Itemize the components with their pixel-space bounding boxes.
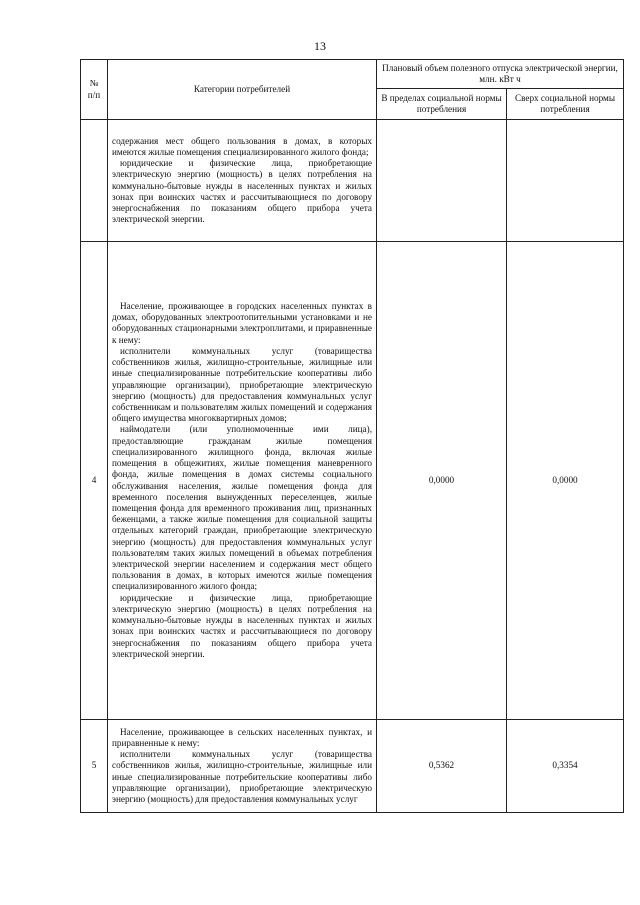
header-above-norm: Сверх социальной нормы потребления — [507, 89, 624, 120]
row-number — [81, 120, 108, 242]
row-within-norm: 0,5362 — [377, 720, 507, 813]
row-category — [108, 120, 377, 242]
category-paragraph: содержания мест общего пользования в домах, в которых имеются жилые помещения специализированного жилого фонда; — [112, 135, 372, 157]
row-above-norm: 0,3354 — [507, 720, 624, 813]
row-within-norm: 0,0000 — [377, 242, 507, 720]
table-row — [81, 242, 624, 720]
header-number: № п/п — [81, 60, 108, 120]
category-paragraph: Население, проживающее в городских населенных пунктах в домах, оборудованных электроотопительными установками и не оборудованных стационарными электроплитами, и приравненные к нему: — [112, 301, 372, 345]
row-category — [108, 242, 377, 720]
category-paragraph: наймодатели (или уполномоченные ими лица), предоставляющие гражданам жилые помещения специализированного жилищного фонда, включая жилые помещения в общежитиях, жилые помещения маневренного фонда, жилые помещения в домах системы социального обслуживания населения, жилые помещения фонда для временного поселения вынужденных переселенцев, жилые помещения фонда для временного проживания лиц, признанных беженцами, а также жилые помещения для социальной защиты отдельных категорий граждан, приобретающие электрическую энергию (мощность) для предоставления коммунальных услуг пользователям таких жилых помещений в объемах потребления электрической энергии населением и содержания мест общего пользования в домах, в которых имеются жилые помещения специализированного жилого фонда; — [112, 424, 372, 592]
header-planned-volume: Плановый объем полезного отпуска электрической энергии, млн. кВт ч — [377, 60, 624, 89]
header-category: Категории потребителей — [108, 60, 377, 120]
row-above-norm — [507, 120, 624, 242]
row-category — [108, 720, 377, 813]
category-paragraph: Население, проживающее в сельских населенных пунктах, и приравненные к нему: — [112, 726, 372, 748]
row-within-norm — [377, 120, 507, 242]
header-within-norm: В пределах социальной нормы потребления — [377, 89, 507, 120]
row-number: 5 — [81, 720, 108, 813]
consumption-table — [80, 59, 624, 813]
category-paragraph: исполнители коммунальных услуг (товарищества собственников жилья, жилищно-строительные, жилищные или иные специализированные потребительские кооперативы либо управляющие организации), приобретающие электрическую энергию (мощность) для предоставления коммунальных услуг собственникам и пользователям жилых помещений и содержания общего имущества многоквартирных домов; — [112, 345, 372, 424]
table-row — [81, 720, 624, 813]
category-paragraph: юридические и физические лица, приобретающие электрическую энергию (мощность) в целях потребления на коммунально-бытовые нужды в населенных пунктах и жилых зонах при воинских частях и рассчитывающиеся по договору энергоснабжения по показаниям общего прибора учета электрической энергии. — [112, 158, 372, 225]
category-paragraph: исполнители коммунальных услуг (товарищества собственников жилья, жилищно-строительные, жилищные или иные специализированные потребительские кооперативы либо управляющие организации), приобретающие электрическую энергию (мощность) для предоставления коммунальных услуг — [112, 749, 372, 805]
row-number: 4 — [81, 242, 108, 720]
row-above-norm: 0,0000 — [507, 242, 624, 720]
page-number: 13 — [314, 39, 326, 53]
category-paragraph: юридические и физические лица, приобретающие электрическую энергию (мощность) в целях потребления на коммунально-бытовые нужды в населенных пунктах и жилых зонах при воинских частях и рассчитывающиеся по договору энергоснабжения по показаниям общего прибора учета электрической энергии. — [112, 592, 372, 659]
table-row — [81, 120, 624, 242]
